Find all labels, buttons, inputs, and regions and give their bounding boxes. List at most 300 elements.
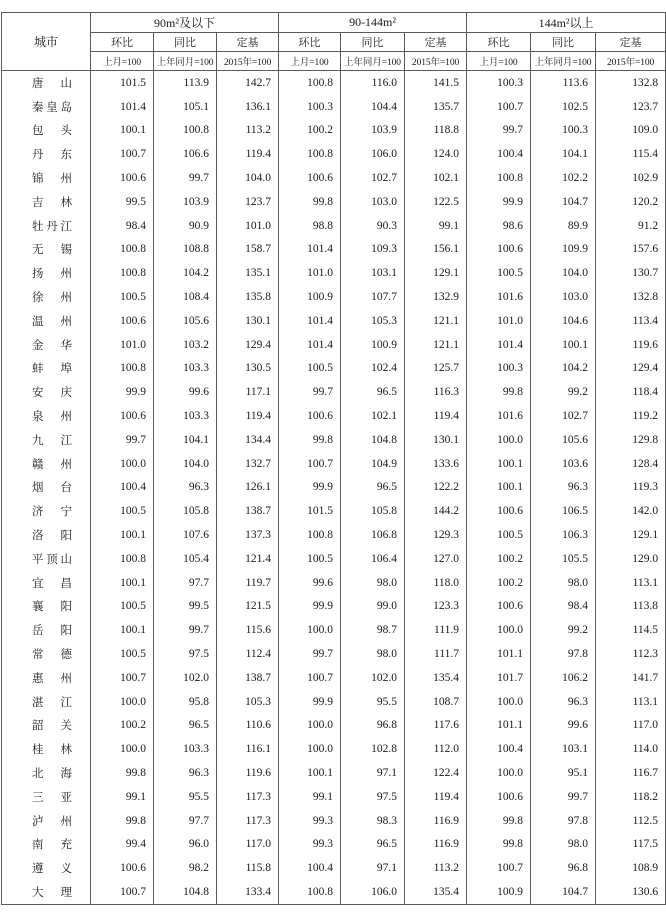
city-cell [2,809,91,833]
value-144-above-mom: 99.8 [467,380,531,404]
city-cell [2,761,91,785]
table-row [2,428,666,452]
value-90-below-yoy: 103.3 [154,737,217,761]
city-cell [2,357,91,381]
group-header-144-above: 144m²以上 [467,13,666,33]
value-90-below-yoy: 108.8 [154,238,217,262]
table-body [2,71,666,905]
city-name: 惠 州 [32,672,72,685]
city-name: 蚌 埠 [32,363,72,376]
value-90-below-yoy: 104.0 [154,452,217,476]
city-name: 赣 州 [32,458,72,471]
value-90-144-base: 135.4 [405,666,467,690]
value-90-below-yoy: 95.8 [154,690,217,714]
city-name: 泉 州 [32,411,72,424]
value-144-above-base: 119.6 [596,333,666,357]
value-90-below-base: 105.3 [217,690,279,714]
value-90-144-base: 111.9 [405,618,467,642]
city-cell [2,571,91,595]
city-cell [2,547,91,571]
city-cell [2,642,91,666]
value-90-144-base: 141.5 [405,71,467,95]
value-90-below-mom: 100.8 [91,261,154,285]
value-144-above-yoy: 102.2 [531,166,596,190]
value-90-144-base: 118.0 [405,571,467,595]
value-90-144-yoy: 96.8 [341,714,405,738]
value-90-below-yoy: 107.6 [154,523,217,547]
value-144-above-yoy: 96.3 [531,476,596,500]
value-90-below-yoy: 97.7 [154,809,217,833]
city-cell [2,856,91,880]
city-name: 吉 林 [32,196,72,209]
city-name: 常 德 [32,649,72,662]
base-label-same-month-last-year: 上年同月=100 [341,52,405,71]
table-row [2,333,666,357]
city-name: 丹 东 [32,149,72,162]
value-144-above-base: 130.7 [596,261,666,285]
value-90-144-mom: 101.4 [279,333,341,357]
table-row [2,761,666,785]
value-144-above-mom: 100.1 [467,476,531,500]
value-144-above-base: 129.1 [596,523,666,547]
value-90-below-base: 117.1 [217,380,279,404]
value-90-144-mom: 101.4 [279,309,341,333]
value-90-below-mom: 99.8 [91,761,154,785]
value-90-below-mom: 100.5 [91,642,154,666]
table-row [2,809,666,833]
value-144-above-base: 123.7 [596,95,666,119]
value-144-above-mom: 101.6 [467,404,531,428]
value-90-144-yoy: 106.0 [341,880,405,904]
value-90-below-mom: 99.5 [91,190,154,214]
city-cell [2,476,91,500]
value-90-144-mom: 99.7 [279,380,341,404]
value-90-below-yoy: 99.6 [154,380,217,404]
table-row [2,666,666,690]
base-label-last-month: 上月=100 [279,52,341,71]
city-name: 桂 林 [32,744,72,757]
value-90-144-yoy: 104.9 [341,452,405,476]
value-90-below-base: 117.3 [217,809,279,833]
value-90-144-base: 112.0 [405,737,467,761]
value-90-below-base: 137.3 [217,523,279,547]
table-row [2,714,666,738]
table-row [2,856,666,880]
value-90-144-mom: 101.5 [279,499,341,523]
value-90-144-mom: 99.3 [279,809,341,833]
value-144-above-yoy: 106.5 [531,499,596,523]
sub-header-yoy: 同比 [341,33,405,52]
value-90-below-mom: 100.6 [91,404,154,428]
value-90-below-yoy: 95.5 [154,785,217,809]
value-90-below-base: 117.0 [217,833,279,857]
value-90-below-base: 101.0 [217,214,279,238]
city-name: 秦皇岛 [32,101,72,114]
value-144-above-mom: 100.4 [467,737,531,761]
value-90-144-mom: 99.3 [279,833,341,857]
value-144-above-mom: 101.6 [467,285,531,309]
value-90-144-yoy: 116.0 [341,71,405,95]
value-90-144-mom: 100.3 [279,95,341,119]
header-row-base-periods [2,52,666,71]
value-144-above-base: 115.4 [596,142,666,166]
sub-header-fixed-base: 定基 [405,33,467,52]
value-144-above-base: 108.9 [596,856,666,880]
value-90-below-mom: 100.2 [91,714,154,738]
value-90-144-mom: 100.8 [279,523,341,547]
value-90-below-mom: 100.1 [91,571,154,595]
value-90-144-base: 119.4 [405,404,467,428]
table-row [2,452,666,476]
value-90-144-yoy: 106.4 [341,547,405,571]
header-row-index-types [2,33,666,52]
value-90-144-base: 124.0 [405,142,467,166]
value-90-144-yoy: 100.9 [341,333,405,357]
table-row [2,880,666,904]
value-90-below-base: 119.6 [217,761,279,785]
city-name: 韶 关 [32,720,72,733]
value-90-below-base: 113.2 [217,119,279,143]
value-90-below-mom: 100.6 [91,856,154,880]
value-90-below-mom: 100.5 [91,285,154,309]
city-name: 温 州 [32,315,72,328]
city-name: 湛 江 [32,696,72,709]
value-90-144-mom: 100.0 [279,714,341,738]
value-144-above-base: 113.1 [596,571,666,595]
housing-price-index-table [1,12,666,905]
value-90-144-base: 121.1 [405,309,467,333]
value-144-above-base: 113.4 [596,309,666,333]
city-name: 金 华 [32,339,72,352]
value-90-below-base: 116.1 [217,737,279,761]
value-144-above-base: 157.6 [596,238,666,262]
table-row [2,499,666,523]
table-row [2,119,666,143]
value-90-144-base: 129.3 [405,523,467,547]
value-90-below-base: 136.1 [217,95,279,119]
table-row [2,523,666,547]
value-90-144-mom: 100.6 [279,404,341,428]
value-144-above-yoy: 109.9 [531,238,596,262]
value-90-144-base: 111.7 [405,642,467,666]
value-144-above-base: 128.4 [596,452,666,476]
value-90-144-yoy: 98.3 [341,809,405,833]
table-row [2,547,666,571]
value-90-144-yoy: 95.5 [341,690,405,714]
value-90-below-base: 115.6 [217,618,279,642]
value-90-below-mom: 100.0 [91,452,154,476]
value-90-144-yoy: 104.8 [341,428,405,452]
value-144-above-yoy: 99.2 [531,618,596,642]
value-90-144-yoy: 102.8 [341,737,405,761]
value-90-144-mom: 100.1 [279,761,341,785]
base-label-2015: 2015年=100 [596,52,666,71]
value-90-144-mom: 99.7 [279,642,341,666]
value-90-144-base: 130.1 [405,428,467,452]
value-90-144-mom: 99.8 [279,428,341,452]
value-90-below-yoy: 103.2 [154,333,217,357]
value-90-below-yoy: 100.8 [154,119,217,143]
value-144-above-yoy: 99.6 [531,714,596,738]
value-144-above-yoy: 104.7 [531,880,596,904]
value-90-144-yoy: 105.3 [341,309,405,333]
value-90-144-yoy: 107.7 [341,285,405,309]
city-cell [2,71,91,95]
value-90-144-base: 129.1 [405,261,467,285]
value-144-above-yoy: 106.2 [531,666,596,690]
value-144-above-base: 114.5 [596,618,666,642]
value-90-below-base: 130.1 [217,309,279,333]
value-90-144-mom: 98.8 [279,214,341,238]
value-90-144-mom: 99.1 [279,785,341,809]
value-90-below-yoy: 113.9 [154,71,217,95]
value-144-above-base: 91.2 [596,214,666,238]
value-144-above-base: 112.3 [596,642,666,666]
city-name: 平顶山 [32,553,72,566]
city-cell [2,309,91,333]
value-90-144-yoy: 97.1 [341,761,405,785]
value-90-below-yoy: 104.2 [154,261,217,285]
value-90-below-mom: 100.8 [91,547,154,571]
city-name: 包 头 [32,125,72,138]
city-cell [2,119,91,143]
value-90-below-base: 112.4 [217,642,279,666]
value-90-144-yoy: 102.0 [341,666,405,690]
value-90-144-yoy: 90.3 [341,214,405,238]
value-90-below-base: 110.6 [217,714,279,738]
value-144-above-base: 120.2 [596,190,666,214]
value-144-above-yoy: 98.0 [531,571,596,595]
value-144-above-base: 116.7 [596,761,666,785]
value-90-below-base: 117.3 [217,785,279,809]
value-90-below-yoy: 105.8 [154,499,217,523]
value-90-144-yoy: 105.8 [341,499,405,523]
value-90-below-base: 119.4 [217,404,279,428]
value-144-above-yoy: 98.4 [531,595,596,619]
value-90-144-mom: 100.8 [279,71,341,95]
value-144-above-mom: 100.8 [467,166,531,190]
value-144-above-yoy: 104.2 [531,357,596,381]
value-90-144-yoy: 106.0 [341,142,405,166]
table-row [2,595,666,619]
base-label-2015: 2015年=100 [217,52,279,71]
value-90-144-base: 122.2 [405,476,467,500]
value-144-above-yoy: 104.1 [531,142,596,166]
value-144-above-mom: 101.0 [467,309,531,333]
value-90-144-mom: 100.2 [279,119,341,143]
value-90-below-mom: 100.0 [91,737,154,761]
table-header [2,13,666,71]
value-90-144-mom: 100.8 [279,880,341,904]
value-90-below-yoy: 99.5 [154,595,217,619]
table-row [2,166,666,190]
value-144-above-mom: 101.1 [467,642,531,666]
value-90-below-mom: 100.7 [91,666,154,690]
value-90-below-yoy: 96.3 [154,476,217,500]
value-144-above-yoy: 96.8 [531,856,596,880]
city-name: 无 锡 [32,244,72,257]
value-144-above-base: 129.4 [596,357,666,381]
value-90-below-yoy: 97.5 [154,642,217,666]
value-144-above-mom: 100.6 [467,595,531,619]
value-90-below-mom: 100.1 [91,119,154,143]
value-90-below-mom: 100.7 [91,880,154,904]
value-144-above-yoy: 104.6 [531,309,596,333]
value-90-144-base: 116.9 [405,809,467,833]
value-90-144-base: 132.9 [405,285,467,309]
value-90-144-mom: 99.9 [279,595,341,619]
value-90-144-base: 122.5 [405,190,467,214]
table-row [2,238,666,262]
table-row [2,690,666,714]
value-144-above-yoy: 96.3 [531,690,596,714]
value-144-above-base: 129.0 [596,547,666,571]
city-name: 徐 州 [32,292,72,305]
city-cell [2,452,91,476]
value-144-above-base: 102.9 [596,166,666,190]
value-144-above-base: 117.5 [596,833,666,857]
value-90-below-yoy: 105.1 [154,95,217,119]
base-label-same-month-last-year: 上年同月=100 [531,52,596,71]
value-90-below-yoy: 103.3 [154,357,217,381]
table-row [2,357,666,381]
value-90-below-base: 129.4 [217,333,279,357]
city-cell [2,880,91,904]
value-90-below-yoy: 96.3 [154,761,217,785]
value-144-above-mom: 100.1 [467,452,531,476]
value-90-below-mom: 99.4 [91,833,154,857]
table-row [2,737,666,761]
value-90-144-mom: 101.4 [279,238,341,262]
city-cell [2,618,91,642]
value-144-above-base: 118.4 [596,380,666,404]
value-90-below-base: 138.7 [217,666,279,690]
value-90-144-base: 135.7 [405,95,467,119]
value-144-above-yoy: 98.0 [531,833,596,857]
city-cell [2,285,91,309]
value-90-144-base: 99.1 [405,214,467,238]
value-90-below-base: 115.8 [217,856,279,880]
value-90-below-yoy: 104.1 [154,428,217,452]
value-90-144-mom: 99.9 [279,476,341,500]
table-row [2,476,666,500]
value-90-144-mom: 100.5 [279,357,341,381]
value-144-above-base: 112.5 [596,809,666,833]
value-144-above-base: 129.8 [596,428,666,452]
value-90-below-mom: 100.0 [91,690,154,714]
value-90-144-base: 127.0 [405,547,467,571]
value-144-above-yoy: 95.1 [531,761,596,785]
value-90-below-base: 135.1 [217,261,279,285]
city-cell [2,833,91,857]
value-90-144-mom: 100.4 [279,856,341,880]
value-144-above-yoy: 102.5 [531,95,596,119]
value-144-above-mom: 100.4 [467,142,531,166]
value-90-below-base: 132.7 [217,452,279,476]
city-cell [2,499,91,523]
city-name: 襄 阳 [32,601,72,614]
value-90-144-yoy: 97.1 [341,856,405,880]
value-90-below-base: 121.5 [217,595,279,619]
value-90-below-yoy: 98.2 [154,856,217,880]
table-row [2,571,666,595]
city-cell [2,333,91,357]
value-144-above-yoy: 99.7 [531,785,596,809]
value-144-above-mom: 100.6 [467,499,531,523]
value-90-below-yoy: 103.3 [154,404,217,428]
value-90-below-yoy: 105.4 [154,547,217,571]
value-90-144-mom: 100.5 [279,547,341,571]
sub-header-mom: 环比 [91,33,154,52]
value-144-above-mom: 100.5 [467,261,531,285]
sub-header-fixed-base: 定基 [596,33,666,52]
value-90-below-yoy: 99.7 [154,166,217,190]
value-144-above-mom: 99.7 [467,119,531,143]
city-cell [2,142,91,166]
value-90-144-base: 118.8 [405,119,467,143]
value-90-below-base: 133.4 [217,880,279,904]
header-row-groups [2,13,666,33]
table-row [2,618,666,642]
value-90-144-yoy: 102.4 [341,357,405,381]
sub-header-yoy: 同比 [154,33,217,52]
value-90-144-mom: 99.6 [279,571,341,595]
value-90-144-base: 135.4 [405,880,467,904]
value-90-below-yoy: 108.4 [154,285,217,309]
city-name: 北 海 [32,768,72,780]
value-144-above-base: 113.1 [596,690,666,714]
value-90-144-base: 113.2 [405,856,467,880]
value-90-144-yoy: 96.5 [341,476,405,500]
city-cell [2,166,91,190]
value-90-below-yoy: 102.0 [154,666,217,690]
value-90-below-mom: 100.8 [91,238,154,262]
value-90-below-yoy: 106.6 [154,142,217,166]
value-90-below-mom: 100.1 [91,523,154,547]
value-144-above-mom: 100.3 [467,71,531,95]
city-name: 宜 昌 [32,577,72,590]
value-90-below-mom: 99.7 [91,428,154,452]
value-90-below-mom: 100.5 [91,595,154,619]
value-90-144-mom: 100.0 [279,737,341,761]
value-90-144-base: 144.2 [405,499,467,523]
city-cell [2,238,91,262]
city-cell [2,523,91,547]
value-90-144-yoy: 96.5 [341,833,405,857]
city-cell [2,261,91,285]
value-90-below-base: 130.5 [217,357,279,381]
value-144-above-yoy: 100.3 [531,119,596,143]
value-90-below-mom: 101.5 [91,71,154,95]
value-144-above-mom: 100.6 [467,238,531,262]
value-144-above-yoy: 105.5 [531,547,596,571]
value-90-144-yoy: 99.0 [341,595,405,619]
value-90-below-base: 126.1 [217,476,279,500]
value-90-144-yoy: 97.5 [341,785,405,809]
value-144-above-mom: 100.7 [467,856,531,880]
city-name: 九 江 [32,434,72,447]
value-90-144-yoy: 98.0 [341,571,405,595]
value-90-144-mom: 99.9 [279,690,341,714]
city-cell [2,214,91,238]
city-cell [2,714,91,738]
value-144-above-base: 130.6 [596,880,666,904]
value-90-144-mom: 100.6 [279,166,341,190]
value-144-above-yoy: 106.3 [531,523,596,547]
city-cell [2,666,91,690]
value-90-below-mom: 99.8 [91,809,154,833]
value-144-above-base: 119.3 [596,476,666,500]
